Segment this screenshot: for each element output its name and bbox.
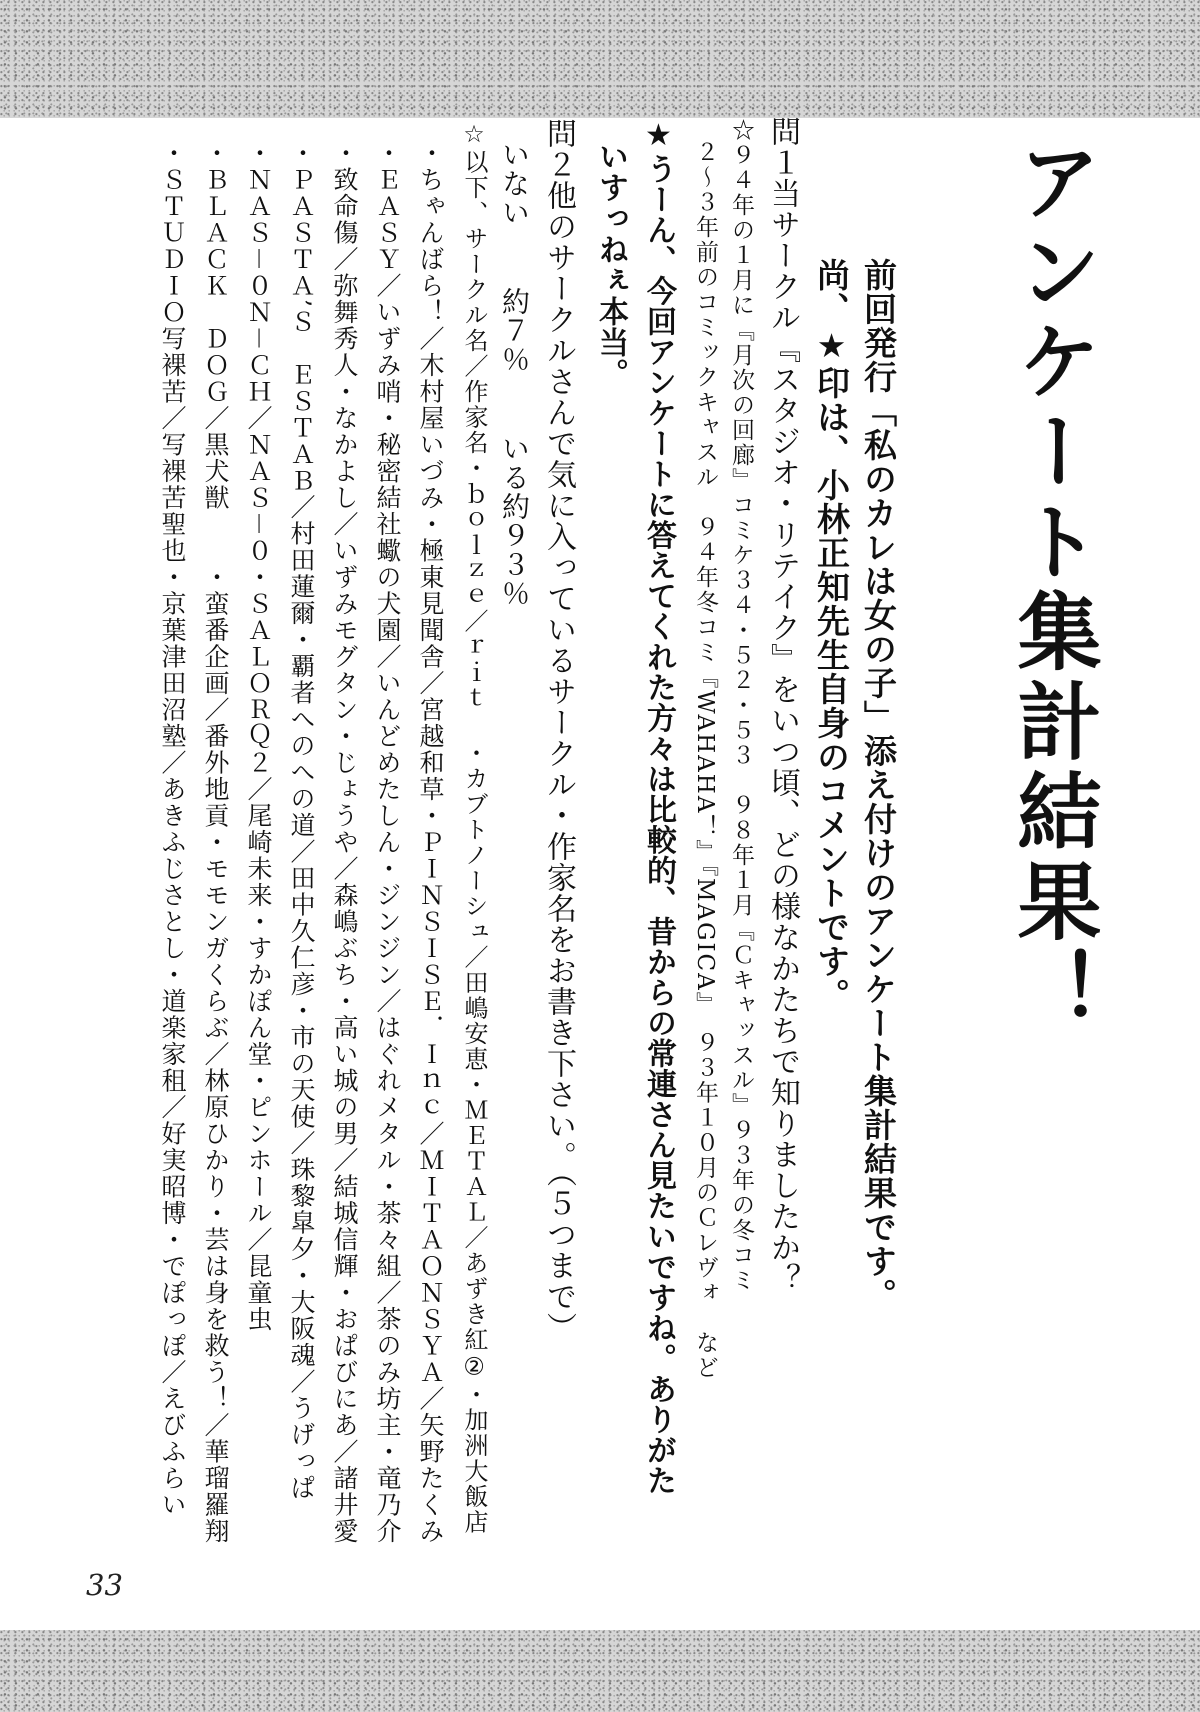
intro-line-2: 尚、★印は、小林正知先生自身のコメントです。 <box>812 258 851 1012</box>
stat-none-label: いない <box>498 140 531 227</box>
list-item: ・ＮＡＳ－０Ｎ－ＣＨ／ＮＡＳ－０・ＳＡＬＯＲＱ２／尾崎未来・すかぽん堂・ピンホール／昆童虫 <box>244 140 273 1333</box>
list-header-text: ☆以下、サークル名／作家名・ｂｏｌｚｅ／ｒｉｔ <box>460 120 488 711</box>
q2-list-header <box>462 120 486 1535</box>
intro-line-1: 前回発行「私のカレは女の子」添え付けのアンケート集計結果です。 <box>859 258 898 1312</box>
list-item: ・ＰＡＳＴＡ’Ｓ ＥＳＴＡＢ／村田蓮爾・覇者へのへの道／田中久仁彦・市の天使／珠黎皐夕・大阪魂／うげっぱ <box>287 140 316 1501</box>
page-title: アンケート集計結果！ <box>1004 138 1102 1038</box>
screentone-band-bottom <box>0 1630 1200 1712</box>
q2-stat-row <box>498 140 531 608</box>
q1-comment-1: ★うーん、今回アンケートに答えてくれた方々は比較的、昔からの常連さん見たいですね。ありがた <box>641 118 676 1496</box>
stat-none-value: 約７％ <box>498 287 531 374</box>
list-item: ・ＢＬＡＣＫ ＤＯＧ／黒犬獣 ・蛮番企画／番外地貢・モモンガくらぶ／林原ひかり・芸は身を救う！／華瑠羅翔 <box>201 140 230 1545</box>
list-item: ・ちゃんばら！／木村屋いづみ・極東見聞舎／宮越和草・ＰＩＮＳＩＳＥ．Ｉｎｃ／ＭＩＴＡＯＮＳＹＡ／矢野たくみ <box>416 140 445 1545</box>
question-1: 問１当サークル『スタジオ・リテイク』をいつ頃、どの様なかたちで知りましたか？ <box>765 116 800 1294</box>
list-header-extra: ・カブトノーシュ／田嶋安恵・ＭＥＴＡＬ／あずき紅②・加洲大飯店 <box>460 740 488 1535</box>
list-item: ・ＳＴＵＤＩＯ写裸苦／写裸苦聖也・京葉津田沼塾／あきふじさとし・道楽家租／好実昭博・でぽっぽ／えびふらい <box>158 140 187 1518</box>
question-2: 問２他のサークルさんで気に入っているサークル・作家名をお書き下さい。（５つまで） <box>541 118 576 1343</box>
stat-some-label: いる <box>498 434 531 492</box>
list-item: ・致命傷／弥舞秀人・なかよし／いずみモグタン・じょうや／森嶋ぶち・高い城の男／結城信輝・おぱびにあ／諸井愛 <box>330 140 359 1545</box>
q1-answer-1: ☆９４年の１月に『月次の回廊』コミケ３４・５２・５３ ９８年１月『Ｃキャッスル』９３年の冬コミ <box>728 118 754 1293</box>
page-number: 33 <box>86 1568 123 1602</box>
list-item: ・ＥＡＳＹ／いずみ哨・秘密結社蠍の犬園／いんどめたしん・ジンジン／はぐれメタル・茶々組／茶のみ坊主・竜乃介 <box>373 140 402 1545</box>
stat-some-value: 約９３％ <box>498 492 531 608</box>
q1-answer-2: ２〜３年前のコミックキャスル ９４年冬コミ『WAHAHA！』『MAGICA』 ９３年１０月のＣレヴォ など <box>692 140 718 1381</box>
screentone-band-top <box>0 0 1200 118</box>
q1-comment-2: いすっねぇ本当。 <box>593 141 628 389</box>
